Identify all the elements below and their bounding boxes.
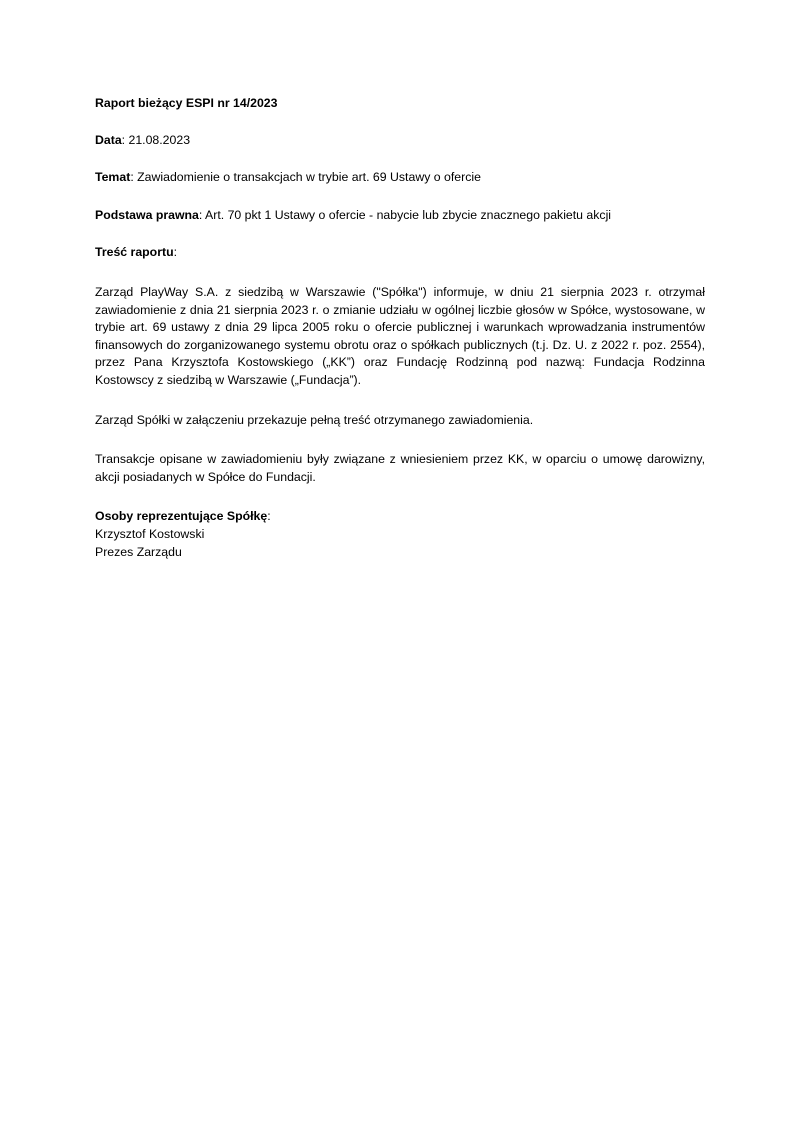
legal-basis-field: [95, 207, 705, 225]
report-title: Raport bieżący ESPI nr 14/2023: [95, 96, 278, 110]
subject-value: : Zawiadomienie o transakcjach w trybie art. 69 Ustawy o ofercie: [130, 170, 481, 185]
spacer: [95, 486, 705, 508]
content-label: Treść raportu: [95, 245, 174, 260]
subject-field: [95, 169, 705, 187]
spacer: [95, 187, 705, 207]
subject-label: Temat: [95, 170, 131, 185]
spacer: [95, 262, 705, 284]
date-value: : 21.08.2023: [121, 132, 191, 147]
representatives-suffix: :: [267, 509, 271, 524]
spacer: [95, 113, 705, 132]
representative-name: Krzysztof Kostowski: [95, 526, 205, 541]
legal-basis-value: : Art. 70 pkt 1 Ustawy o ofercie - nabycie lub zbycie znacznego pakietu akcji: [198, 207, 612, 222]
date-field: [95, 132, 705, 150]
representatives-heading: [95, 508, 705, 526]
spacer: [95, 224, 705, 244]
legal-basis-label: Podstawa prawna: [95, 207, 199, 222]
spacer: [95, 390, 705, 412]
date-label: Data: [95, 132, 122, 147]
content-paragraph-1: Zarząd PlayWay S.A. z siedzibą w Warszawie ("Spółka") informuje, w dniu 21 sierpnia 2023 r. otrzymał zawiadomienie z dnia 21 sierpnia 2023 r. o zmianie udziału w ogólnej liczbie głosów w Spółce, wystosowane, w trybie art. 69 ustawy z dnia 29 lipca 2005 roku o ofercie publicznej i warunkach wprowadzania instrumentów finansowych do zorganizowanego systemu obrotu oraz o spółkach publicznych (t.j. Dz. U. z 2022 r. poz. 2554), przez Pana Krzysztofa Kostowskiego („KK”) oraz Fundację Rodzinną pod nazwą: Fundacja Rodzinna Kostowscy z siedzibą w Warszawie („Fundacja”).: [95, 284, 705, 387]
representatives-label: Osoby reprezentujące Spółkę: [95, 509, 268, 524]
spacer: [95, 149, 705, 169]
content-paragraph-2: Zarząd Spółki w załączeniu przekazuje pełną treść otrzymanego zawiadomienia.: [95, 412, 534, 427]
representative-role: Prezes Zarządu: [95, 544, 182, 559]
content-heading: [95, 244, 705, 262]
content-suffix: :: [173, 245, 178, 260]
report-document: [95, 95, 705, 561]
content-paragraph-3: Transakcje opisane w zawiadomieniu były związane z wniesieniem przez KK, w oparciu o umowę darowizny, akcji posiadanych w Spółce do Fundacji.: [95, 452, 705, 484]
spacer: [95, 429, 705, 451]
